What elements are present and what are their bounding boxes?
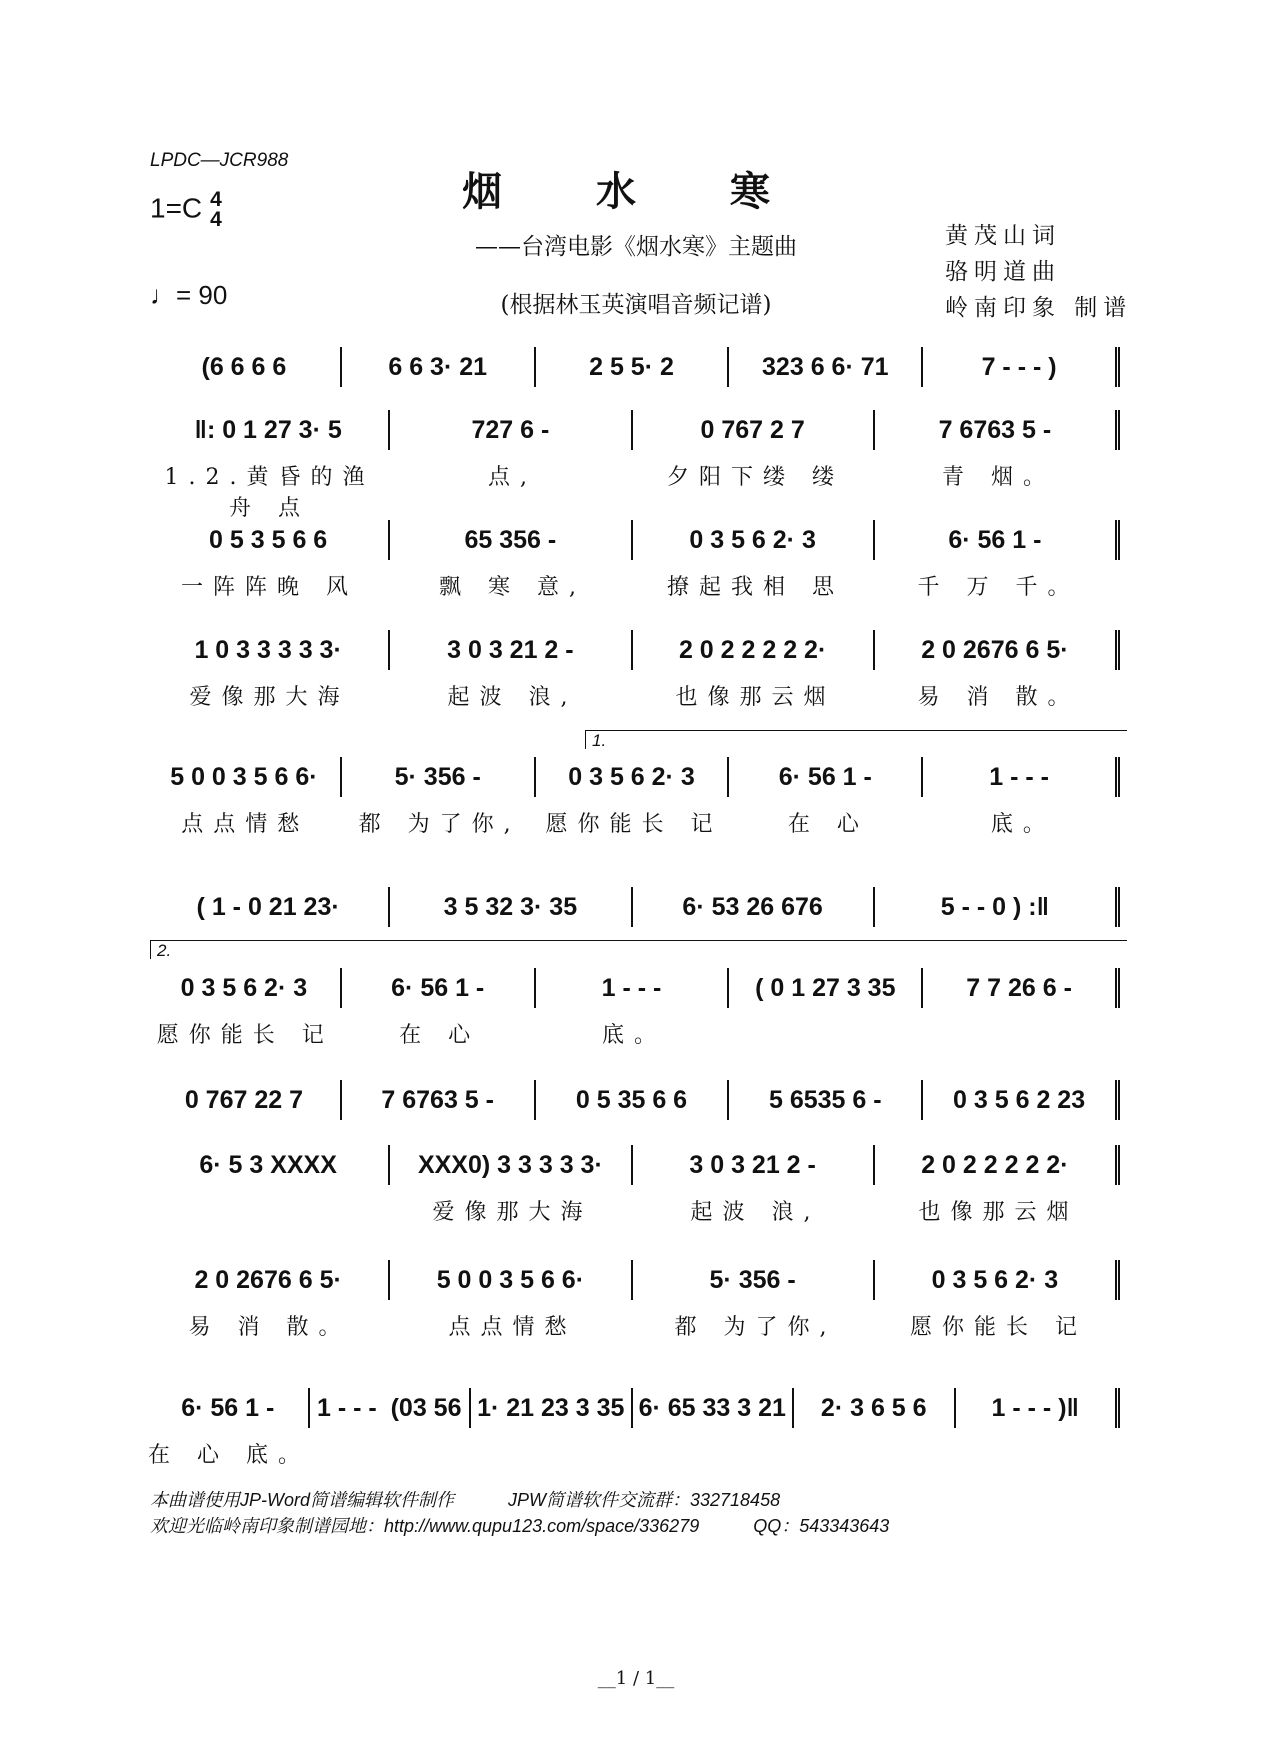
music-line [148,520,1120,560]
lyric: 都 为了你, [358,812,521,837]
lyric: 点点情愁 [181,812,310,837]
lyric [958,1438,1120,1469]
measure: 6· 65 33 3 21 [633,1388,795,1428]
measure: 0 3 5 6 2· 3 [875,1260,1120,1300]
music-line [148,630,1120,670]
measure: 5· 356 - [342,757,536,797]
measure: 2 5 5· 2 [536,347,730,387]
measure: 5 - - 0 ) :‖ [875,887,1120,927]
measure: 1 - - - [536,968,730,1008]
key: 1=C [150,192,203,224]
measure: 5 0 0 3 5 6 6· [148,757,342,797]
measure: 2 0 2 2 2 2 2· [875,1145,1120,1185]
lyric [310,1438,472,1469]
lyric: 也像那云烟 [675,685,836,710]
transcription-note: (根据林玉英演唱音频记谱) [500,292,772,318]
measure: 3 0 3 21 2 - [633,1145,875,1185]
lyric: 易 消 散。 [188,1315,351,1340]
lyric: 起波 浪, [690,1200,821,1225]
lyric: 飘 寒 意, [439,575,586,600]
measure: 0 767 2 7 [633,410,875,450]
lyric [926,1018,1120,1049]
music-line [148,410,1120,450]
lyric: 1.2.黄昏的渔 舟 点 [164,465,375,521]
measure: XXX0) 3 3 3 3 3· [390,1145,632,1185]
tempo: ♩= 90 [150,280,228,310]
lyric: 愿你能长 记 [910,1315,1087,1340]
measure: 323 6 6· 71 [729,347,923,387]
music-line [148,1388,1120,1428]
lyric: 都 为了你, [674,1315,837,1340]
lyric: 点点情愁 [448,1315,577,1340]
measure: 7 - - - ) [923,347,1120,387]
page-number: __1 / 1__ [597,1668,675,1689]
measure: 727 6 - [390,410,632,450]
lyric: 爱像那大海 [189,685,350,710]
time-bottom: 4 [210,208,222,231]
lyric: 愿你能长 记 [545,812,723,837]
measure: (6 6 6 6 [148,347,342,387]
lyric: 底。 [602,1023,667,1048]
measure: 0 5 35 6 6 [536,1080,730,1120]
measure: ( 1 - 0 21 23· [148,887,390,927]
measure: 5· 356 - [633,1260,875,1300]
lyrics-line [148,1195,1120,1226]
music-line [148,1145,1120,1185]
volta-2: 2. [150,940,1127,959]
measure: 1 - - - [923,757,1120,797]
lyric: 一阵阵晚 风 [181,575,358,600]
lyric: 在 心 [399,1023,481,1048]
measure: 6· 56 1 - [875,520,1120,560]
music-line [148,1080,1120,1120]
measure: 0 5 3 5 6 6 [148,520,390,560]
lyric: 在 心 底。 [148,1443,310,1468]
lyrics-line [148,807,1120,838]
measure: 2 0 2 2 2 2 2· [633,630,875,670]
footer-line-1: 本曲谱使用JP-Word简谱编辑软件制作 JPW简谱软件交流群：332718458 [150,1490,781,1510]
measure: ( 0 1 27 3 35 [729,968,923,1008]
music-line [148,757,1120,797]
measure: 3 5 32 3· 35 [390,887,632,927]
measure: 2 0 2676 6 5· [148,1260,390,1300]
page-title: 烟 水 寒 [462,168,810,215]
lyric: 愿你能长 记 [156,1023,334,1048]
measure: 6· 5 3 XXXX [148,1145,390,1185]
measure: 2 0 2676 6 5· [875,630,1120,670]
measure: 0 3 5 6 2 23 [923,1080,1120,1120]
lyrics-line [148,460,1120,522]
lyric: 易 消 散。 [917,685,1080,710]
lyric [796,1438,958,1469]
music-line [148,887,1120,927]
measure: 1 0 3 3 3 3 3· [148,630,390,670]
measure: 65 356 - [390,520,632,560]
measure: 0 3 5 6 2· 3 [536,757,730,797]
footer-line-2: 欢迎光临岭南印象制谱园地：http://www.qupu123.com/space/336279 QQ：543343643 [150,1516,890,1536]
lyric [634,1438,796,1469]
lyric: 也像那云烟 [918,1200,1079,1225]
measure: 7 7 26 6 - [923,968,1120,1008]
measure: 1· 21 23 3 35 [471,1388,633,1428]
lyrics-line [148,1018,1120,1049]
lyrics-line [148,1310,1120,1341]
music-line [148,1260,1120,1300]
lyric: 撩起我相 思 [667,575,844,600]
measure: 2· 3 6 5 6 [794,1388,956,1428]
measure: 7 6763 5 - [875,410,1120,450]
measure: 3 0 3 21 2 - [390,630,632,670]
lyricist: 黄茂山词 [945,223,1061,249]
measure: 6· 56 1 - [729,757,923,797]
measure: 1 - - - )‖ [956,1388,1121,1428]
lyric [472,1438,634,1469]
music-line [148,347,1120,387]
measure: 6· 53 26 676 [633,887,875,927]
measure: 5 6535 6 - [729,1080,923,1120]
credits [945,218,1132,326]
composer: 骆明道曲 [945,259,1061,285]
lyric: 夕阳下缕 缕 [667,465,844,490]
measure: 5 0 0 3 5 6 6· [390,1260,632,1300]
lyric: 在 心 [787,812,869,837]
lyric: 千 万 千。 [917,575,1080,600]
arranger: 岭南印象 制谱 [945,295,1133,321]
lyric [148,1195,391,1226]
measure: 6· 56 1 - [148,1388,310,1428]
subtitle: ——台湾电影《烟水寒》主题曲 [475,234,797,260]
measure: 0 3 5 6 2· 3 [148,968,342,1008]
lyrics-line [148,570,1120,601]
score-code: LPDC—JCR988 [150,150,289,171]
measure: 6· 56 1 - [342,968,536,1008]
measure: 0 767 22 7 [148,1080,342,1120]
measure: 0 3 5 6 2· 3 [633,520,875,560]
measure: ‖: 0 1 27 3· 5 [148,410,390,450]
measure: 7 6763 5 - [342,1080,536,1120]
lyrics-line [148,680,1120,711]
volta-1: 1. [585,730,1127,749]
music-line [148,968,1120,1008]
lyrics-line [148,1438,1120,1469]
measure: 1 - - - (03 56 [310,1388,472,1428]
time-top: 4 [210,188,222,211]
lyric: 底。 [990,812,1055,837]
lyric [731,1018,925,1049]
lyric: 点, [488,465,537,490]
lyric: 爱像那大海 [432,1200,593,1225]
lyric: 起波 浪, [447,685,578,710]
lyric: 青 烟。 [942,465,1055,490]
measure: 6 6 3· 21 [342,347,536,387]
